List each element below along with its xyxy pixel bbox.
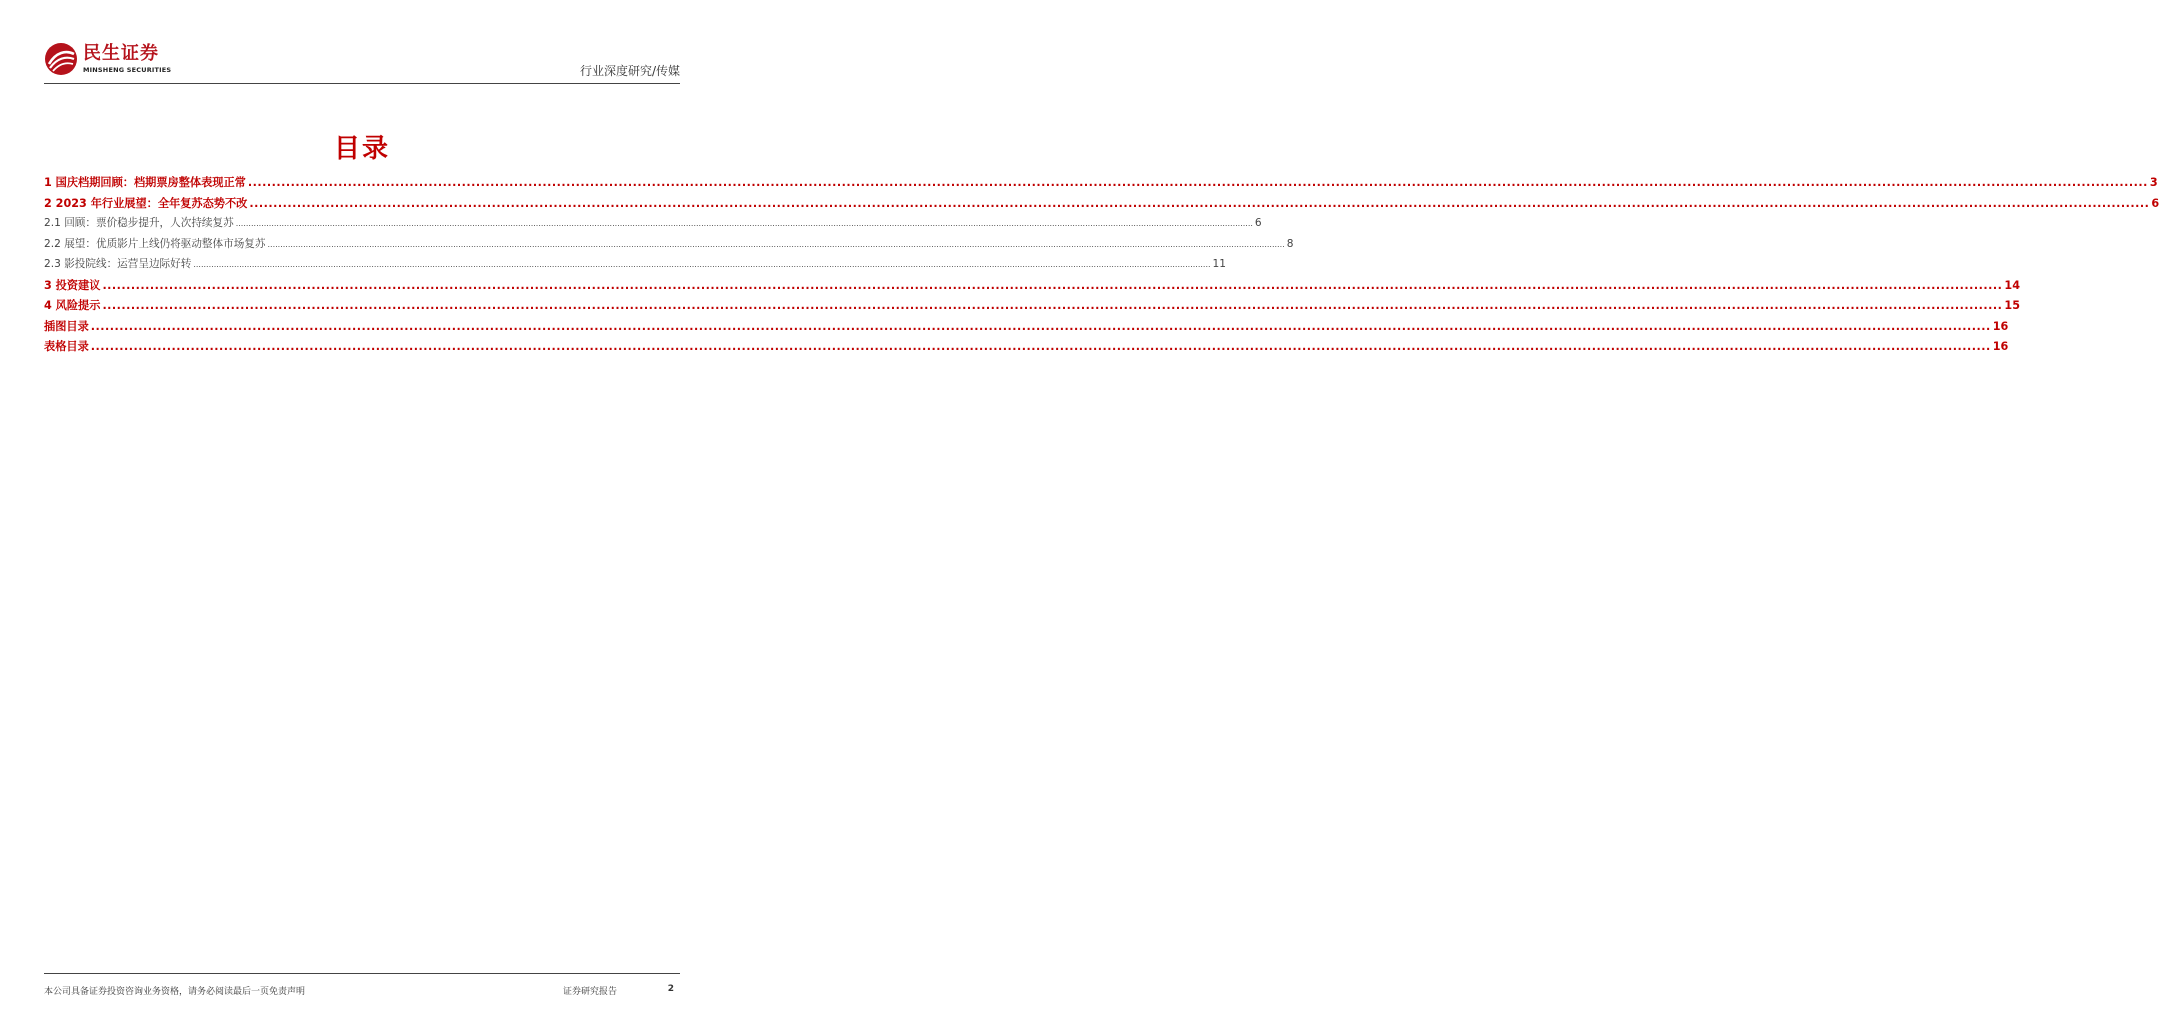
logo-chinese-name: 民生证券 [83, 43, 159, 64]
footer-divider [44, 973, 680, 974]
footer-report-label: 证券研究报告 [563, 987, 618, 997]
toc-entry-page[interactable]: 15 [2004, 299, 2020, 312]
toc-entry[interactable] [44, 236, 1294, 257]
toc-entry-page[interactable]: 8 [1286, 237, 1294, 250]
logo-english-name: MINSHENG SECURITIES [83, 66, 172, 74]
toc-entry-page[interactable]: 14 [2004, 278, 2020, 292]
toc-entry-label[interactable]: 2.3 影投院线：运营呈边际好转 [44, 258, 192, 270]
toc-entry-page[interactable]: 16 [1992, 340, 2009, 353]
toc-entry-page[interactable]: 16 [1992, 319, 2009, 333]
page-number: 2 [667, 984, 674, 994]
company-logo [44, 42, 171, 76]
toc-entry-label[interactable]: 1 国庆档期回顾：档期票房整体表现正常 [44, 176, 246, 189]
toc-leader-dots: ................................................................................................................................................................................................................................................................................................................................................................................................................ [235, 219, 1253, 228]
report-type: 行业深度研究/传媒 [579, 64, 680, 78]
toc-entry-label[interactable]: 3 投资建议 [44, 278, 101, 292]
toc-entry[interactable] [44, 338, 2009, 359]
toc-entry-label[interactable]: 插图目录 [44, 319, 89, 333]
header-divider [44, 83, 680, 84]
toc-entry-label[interactable]: 2.2 展望：优质影片上线仍将驱动整体市场复苏 [44, 237, 266, 250]
minsheng-logo-icon [44, 42, 78, 76]
toc-entry[interactable] [44, 318, 2009, 339]
toc-leader-dots: ................................................................................................................................................................................................................................................................................................................................................................................................................ [90, 319, 1991, 333]
toc-leader-dots: ................................................................................................................................................................................................................................................................................................................................................................................................................ [267, 239, 1285, 249]
toc-entry[interactable] [44, 215, 1262, 236]
toc-entry[interactable] [44, 174, 2158, 195]
toc-entry-label[interactable]: 2 2023 年行业展望：全年复苏态势不改 [44, 196, 248, 210]
footer-disclaimer: 本公司具备证券投资咨询业务资格，请务必阅读最后一页免责声明 [44, 987, 306, 997]
toc-entry-label[interactable]: 2.1 回顾：票价稳步提升，人次持续复苏 [44, 217, 234, 229]
toc-entry-label[interactable]: 表格目录 [44, 340, 89, 353]
toc-entry-page[interactable]: 11 [1212, 258, 1227, 270]
toc-entry[interactable] [44, 277, 2020, 298]
toc-entry-page[interactable]: 3 [2149, 176, 2158, 189]
toc-leader-dots: ................................................................................................................................................................................................................................................................................................................................................................................................................ [249, 196, 2150, 210]
toc-leader-dots: ................................................................................................................................................................................................................................................................................................................................................................................................................ [102, 278, 2003, 292]
toc-leader-dots: ................................................................................................................................................................................................................................................................................................................................................................................................................ [247, 176, 2148, 189]
page-title: 目录 [333, 134, 390, 164]
toc-leader-dots: ................................................................................................................................................................................................................................................................................................................................................................................................................ [90, 340, 1991, 353]
toc-entry[interactable] [44, 256, 1227, 277]
table-of-contents [44, 174, 2159, 359]
toc-entry-page[interactable]: 6 [2151, 196, 2159, 210]
toc-entry-page[interactable]: 6 [1254, 217, 1262, 229]
toc-entry[interactable] [44, 195, 2159, 216]
toc-entry-label[interactable]: 4 风险提示 [44, 299, 101, 312]
toc-leader-dots: ................................................................................................................................................................................................................................................................................................................................................................................................................ [102, 299, 2003, 312]
toc-entry[interactable] [44, 297, 2020, 318]
toc-leader-dots: ................................................................................................................................................................................................................................................................................................................................................................................................................ [193, 260, 1211, 269]
